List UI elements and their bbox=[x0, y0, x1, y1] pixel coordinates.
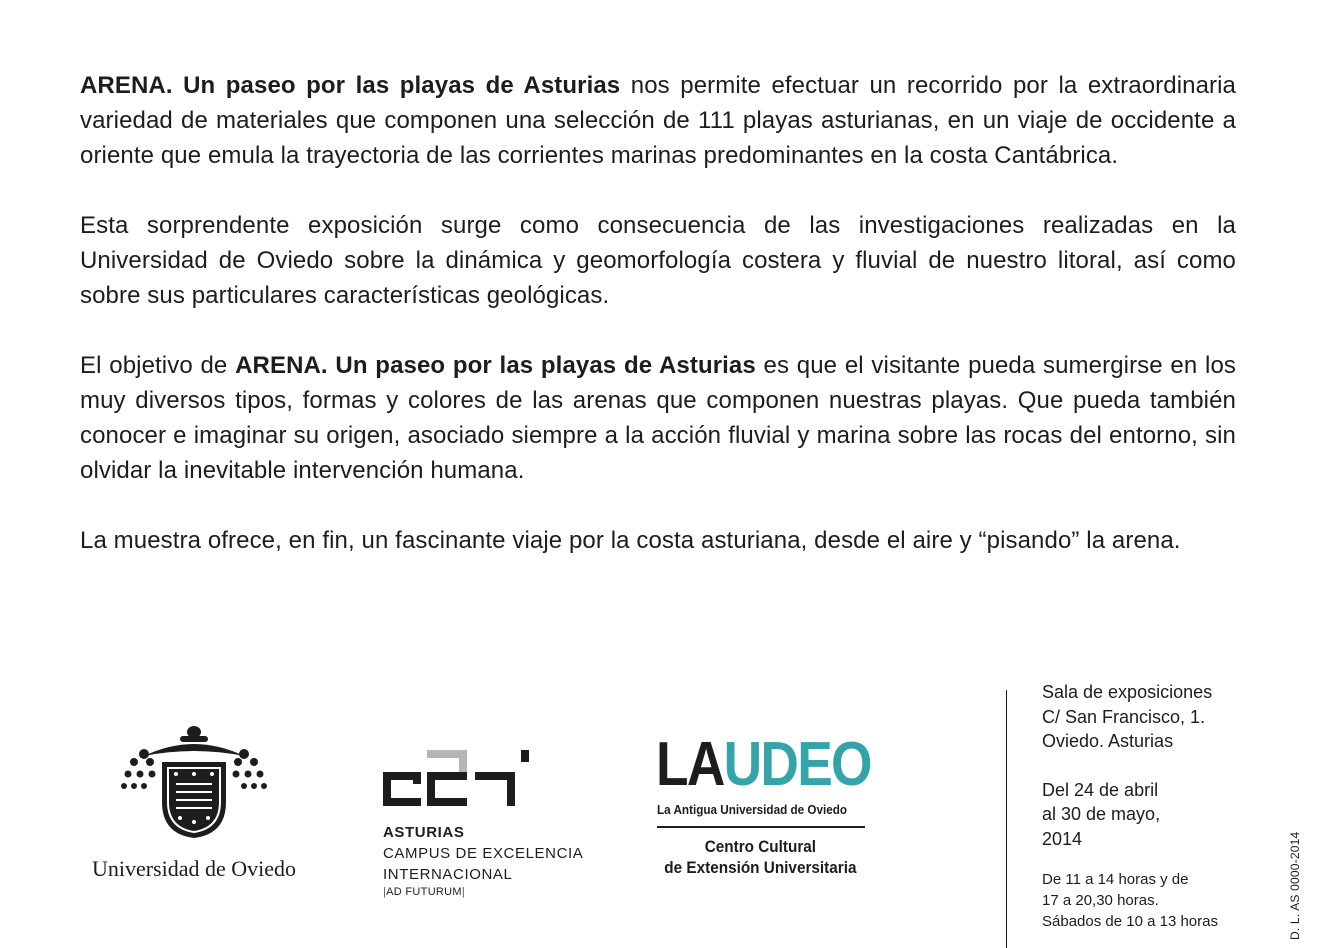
exhibition-title-repeat: ARENA. Un paseo por las playas de Asturias bbox=[235, 352, 756, 379]
exhibition-description bbox=[80, 68, 1236, 593]
e21-campus-logo-icon bbox=[383, 750, 533, 808]
university-of-oviedo-logo bbox=[82, 722, 306, 887]
hours-weekday-2: 17 a 20,30 horas. bbox=[1042, 892, 1159, 909]
hours-weekday-1: De 11 a 14 horas y de bbox=[1042, 871, 1189, 888]
exhibition-info bbox=[1042, 680, 1282, 932]
paragraph-objective bbox=[80, 348, 1236, 488]
venue-city: Oviedo. Asturias bbox=[1042, 731, 1174, 751]
venue-name: Sala de exposiciones bbox=[1042, 682, 1213, 702]
paragraph-objective-lead: El objetivo de bbox=[80, 352, 236, 379]
university-name: Universidad de Oviedo bbox=[91, 856, 297, 881]
paragraph-objective-text: es que el visitante pueda sumergirse en los muy diversos tipos, formas y colores de las arenas que componen nuestras playas. Que pueda también conocer e imaginar su origen, asociado siempre a la acción fluvial y marina sobre las rocas del entorno, sin olvidar la inevitable intervención humana. bbox=[80, 352, 1237, 484]
info-divider bbox=[1006, 690, 1007, 948]
laudeo-divider bbox=[657, 826, 865, 828]
laudeo-word-dark: LA bbox=[656, 730, 724, 799]
paragraph-closing: La muestra ofrece, en fin, un fascinante viaje por la costa asturiana, desde el aire y “pisando” la arena. bbox=[80, 527, 1181, 554]
campus-motto-text: AD FUTURUM bbox=[386, 886, 462, 898]
campus-excelencia-logo bbox=[383, 750, 603, 910]
hours-saturday: Sábados de 10 a 13 horas bbox=[1042, 913, 1218, 930]
opening-hours bbox=[1042, 869, 1282, 932]
campus-line-2: CAMPUS DE EXCELENCIA bbox=[383, 845, 584, 862]
campus-text bbox=[383, 822, 583, 885]
venue-address: C/ San Francisco, 1. bbox=[1042, 706, 1206, 727]
university-crest-icon bbox=[114, 722, 274, 840]
laudeo-center-name bbox=[656, 836, 865, 878]
laudeo-word-teal: UDEO bbox=[723, 730, 871, 799]
laudeo-center-line-1: Centro Cultural bbox=[704, 837, 817, 856]
paragraph-intro-text: nos permite efectuar un recorrido por la extraordinaria variedad de materiales que componen una selección de 111 playas asturianas, en un viaje de occidente a oriente que emula la trayectoria de las corrientes marinas predominantes en la costa Cantábrica. bbox=[80, 72, 1236, 169]
laudeo-center-line-2: de Extensión Universitaria bbox=[664, 858, 857, 877]
dates-start: Del 24 de abril bbox=[1042, 779, 1159, 800]
laudeo-logo bbox=[656, 730, 871, 886]
laudeo-subtitle: La Antigua Universidad de Oviedo bbox=[657, 802, 848, 817]
paragraph-intro bbox=[80, 68, 1236, 173]
campus-motto: |AD FUTURUM| bbox=[383, 886, 466, 898]
info-spacer bbox=[1042, 754, 1282, 778]
paragraph-origin: Esta sorprendente exposición surge como consecuencia de las investigaciones realizadas en la Universidad de Oviedo sobre la dinámica y geomorfología costera y fluvial de nuestro litoral, así como sobre sus particulares características geológicas. bbox=[80, 212, 1236, 309]
exhibition-title: ARENA. Un paseo por las playas de Asturias bbox=[80, 72, 621, 99]
laudeo-wordmark bbox=[656, 730, 871, 799]
campus-line-3: INTERNACIONAL bbox=[383, 866, 513, 883]
dates-end: al 30 de mayo, bbox=[1042, 804, 1161, 824]
legal-deposit: D. L. AS 0000-2014 bbox=[1288, 831, 1302, 940]
dates-year: 2014 bbox=[1042, 828, 1083, 849]
campus-region: ASTURIAS bbox=[383, 824, 465, 841]
